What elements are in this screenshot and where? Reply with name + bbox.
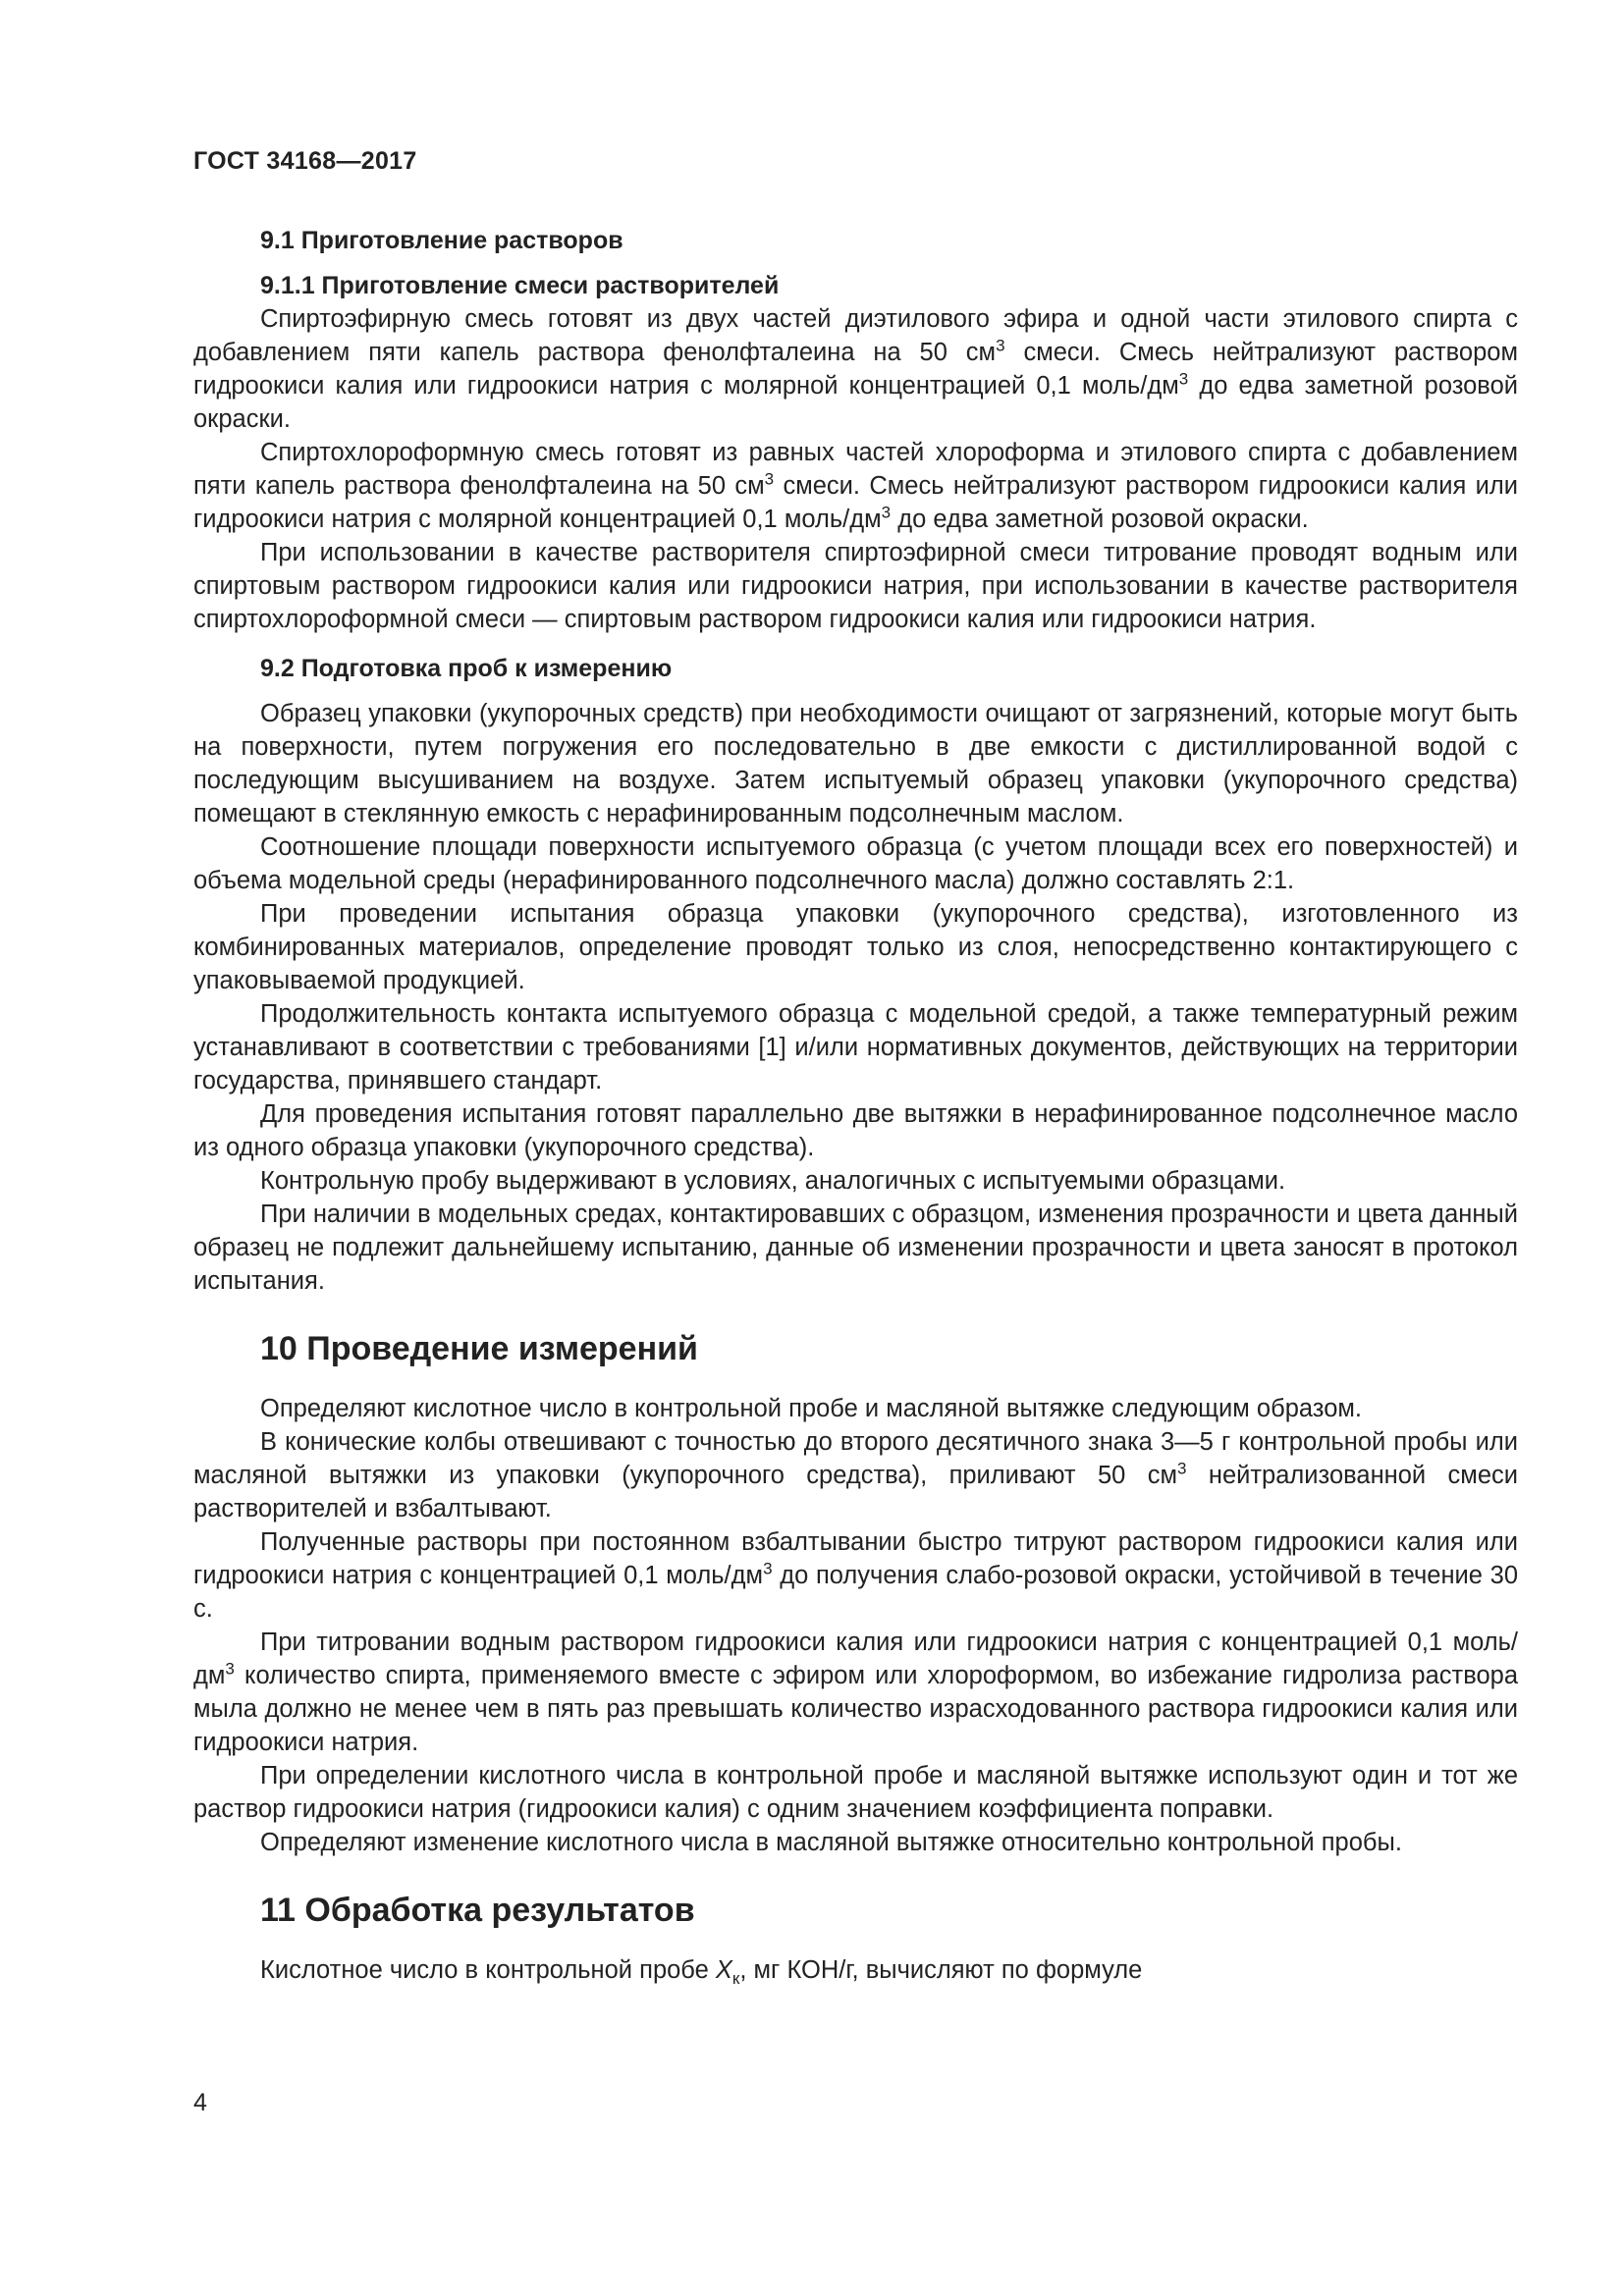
paragraph: Спиртохлороформную смесь готовят из равных частей хлороформа и этилового спирта с добавлением пяти капель раствора фенолфталеина на 50 $см^3$ смеси. Смесь нейтрализуют раствором гидроокиси калия или гидроокиси натрия с молярной концентрацией 0,1 моль/$дм^3$ до едва заметной розовой окраски. [193, 439, 1518, 533]
section-10-heading: 10 Проведение измерений [260, 1330, 698, 1367]
standard-code: ГОСТ 34168—2017 [193, 147, 417, 175]
variable-x: X [715, 1956, 732, 1984]
paragraph: Спиртоэфирную смесь готовят из двух частей диэтилового эфира и одной части этилового спирта с добавлением пяти капель раствора фенолфталеина на 50 $см^3$ смеси. Смесь нейтрализуют раствором гидроокиси калия или гидроокиси натрия с молярной концентрацией 0,1 моль/$дм^3$ до едва заметной розовой окраски. [193, 305, 1519, 433]
section-9-1-heading: 9.1 Приготовление растворов [260, 227, 623, 254]
paragraph: В конические колбы отвешивают с точностью до второго десятичного знака 3—5 г контрольной пробы или масляной вытяжки из упаковки (укупорочного средства), приливают 50 $см^3$ нейтрализованной смеси растворителей и взбалтывают. [193, 1428, 1518, 1522]
section-11-heading: 11 Обработка результатов [260, 1892, 695, 1929]
paragraph: При определении кислотного числа в контрольной пробе и масляной вытяжке используют один и тот же раствор гидроокиси натрия (гидроокиси калия) с одним значением коэффициента поправки. [193, 1762, 1518, 1823]
paragraph: Кислотное число в контрольной пробе $X_к$, мг КОН/г, вычисляют по формуле [260, 1956, 1143, 1989]
paragraph: Определяют кислотное число в контрольной пробе и масляной вытяжке следующим образом. [260, 1395, 1362, 1422]
section-9-1-1-heading: 9.1.1 Приготовление смеси растворителей [260, 272, 780, 299]
paragraph: Полученные растворы при постоянном взбалтывании быстро титруют раствором гидроокиси калия или гидроокиси натрия с концентрацией 0,1 моль/$дм^3$ до получения слабо-розовой окраски, устойчивой в течение 30 с. [193, 1528, 1519, 1623]
paragraph: Для проведения испытания готовят параллельно две вытяжки в нерафинированное подсолнечное масло из одного образца упаковки (укупорочного средства). [193, 1100, 1518, 1161]
document-body [193, 224, 1518, 1987]
paragraph: При проведении испытания образца упаковки (укупорочного средства), изготовленного из комбинированных материалов, определение проводят только из слоя, непосредственно контактирующего с упаковываемой продукцией. [193, 900, 1518, 994]
paragraph: Контрольную пробу выдерживают в условиях, аналогичных с испытуемыми образцами. [260, 1167, 1286, 1195]
paragraph: Продолжительность контакта испытуемого образца с модельной средой, а также температурный режим устанавливают в соответствии с требованиями [1] и/или нормативных документов, действующих на территории государства, принявшего стандарт. [193, 1000, 1518, 1095]
section-9-2-heading: 9.2 Подготовка проб к измерению [260, 655, 673, 682]
page-number: 4 [193, 2089, 207, 2116]
paragraph: Определяют изменение кислотного числа в масляной вытяжке относительно контрольной пробы. [260, 1829, 1402, 1856]
paragraph: Соотношение площади поверхности испытуемого образца (с учетом площади всех его поверхностей) и объема модельной среды (нерафинированного подсолнечного масла) должно составлять 2:1. [193, 833, 1518, 894]
paragraph: Образец упаковки (укупорочных средств) при необходимости очищают от загрязнений, которые могут быть на поверхности, путем погружения его последовательно в две емкости с дистиллированной водой с последующим высушиванием на воздухе. Затем испытуемый образец упаковки (укупорочного средства) помещают в стеклянную емкость с нерафинированным подсолнечным маслом. [193, 700, 1518, 828]
paragraph: При титровании водным раствором гидроокиси калия или гидроокиси натрия с концентрацией 0,1 моль/$дм^3$ количество спирта, применяемого вместе с эфиром или хлороформом, во избежание гидролиза раствора мыла должно не менее чем в пять раз превышать количество израсходованного раствора гидроокиси калия или гидроокиси натрия. [193, 1629, 1518, 1756]
paragraph: При использовании в качестве растворителя спиртоэфирной смеси титрование проводят водным или спиртовым раствором гидроокиси калия или гидроокиси натрия, при использовании в качестве растворителя спиртохлороформной смеси — спиртовым раствором гидроокиси калия или гидроокиси натрия. [193, 539, 1518, 633]
paragraph: При наличии в модельных средах, контактировавших с образцом, изменения прозрачности и цвета данный образец не подлежит дальнейшему испытанию, данные об изменении прозрачности и цвета заносят в протокол испытания. [193, 1201, 1518, 1295]
